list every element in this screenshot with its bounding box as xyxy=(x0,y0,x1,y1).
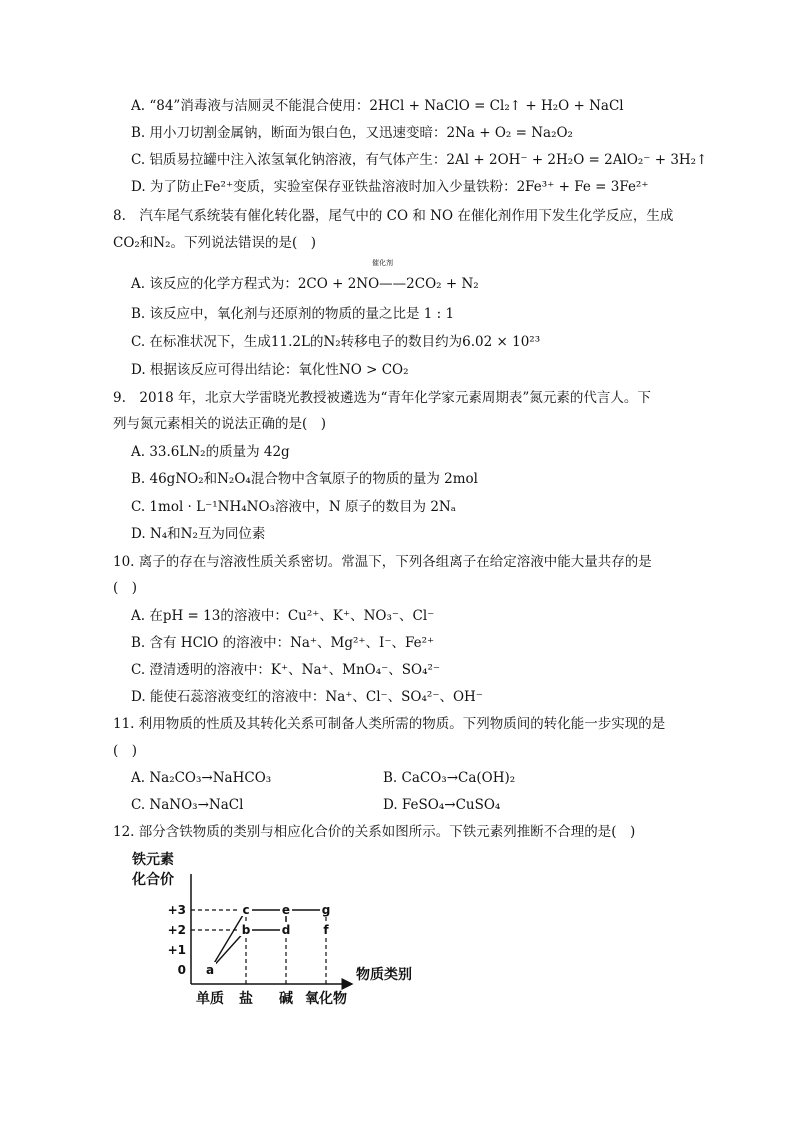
point-f: f xyxy=(323,923,329,937)
y-tick-label: 0 xyxy=(177,963,186,977)
y-tick-label: +3 xyxy=(167,903,186,917)
q11-option-c: C. NaNO₃→NaCl xyxy=(131,797,244,813)
q7-option-a: A. “84”消毒液与洁厕灵不能混合使用：2HCl + NaClO = Cl₂↑ + H₂O + NaCl xyxy=(131,98,624,114)
iron-valence-chart xyxy=(128,848,428,1008)
point-d: d xyxy=(281,923,291,937)
q8-option-a: A. 该反应的化学方程式为：2CO + 2NO——2CO₂ + N₂ xyxy=(131,276,479,292)
q8-stem-line1: 8. 汽车尾气系统装有催化转化器，尾气中的 CO 和 NO 在催化剂作用下发生化学反应，生成 xyxy=(113,208,674,224)
q10-stem-line2: ( ) xyxy=(113,580,138,596)
point-b: b xyxy=(241,923,251,937)
q7-option-b: B. 用小刀切割金属钠，断面为银白色，又迅速变暗：2Na + O₂ = Na₂O₂ xyxy=(131,125,573,141)
q8-option-d: D. 根据该反应可得出结论：氧化性NO > CO₂ xyxy=(131,362,409,378)
x-category-label: 氧化物 xyxy=(305,991,347,1007)
x-axis-label: 物质类别 xyxy=(356,967,412,983)
y-tick-label: +1 xyxy=(167,943,186,957)
y-axis-label-line1: 铁元素 xyxy=(132,852,174,868)
y-tick-label: +2 xyxy=(167,923,186,937)
q8-option-b: B. 该反应中，氧化剂与还原剂的物质的量之比是 1 : 1 xyxy=(131,306,455,322)
q8-option-c: C. 在标准状况下，生成11.2L的N₂转移电子的数目约为6.02 × 10²³ xyxy=(131,334,541,350)
q9-option-d: D. N₄和N₂互为同位素 xyxy=(131,526,266,542)
x-category-label: 碱 xyxy=(279,991,293,1007)
catalyst-condition: 催化剂 xyxy=(372,259,393,267)
q10-option-d: D. 能使石蕊溶液变红的溶液中：Na⁺、Cl⁻、SO₄²⁻、OH⁻ xyxy=(131,689,483,705)
q8-stem-line2: CO₂和N₂。下列说法错误的是( ) xyxy=(113,235,317,251)
q11-option-d: D. FeSO₄→CuSO₄ xyxy=(383,797,501,813)
y-axis-label-line2: 化合价 xyxy=(132,872,174,888)
relation-line xyxy=(210,910,246,970)
q10-option-a: A. 在pH = 13的溶液中：Cu²⁺、K⁺、NO₃⁻、Cl⁻ xyxy=(131,608,435,624)
q9-option-a: A. 33.6LN₂的质量为 42g xyxy=(131,444,290,460)
q9-option-c: C. 1mol · L⁻¹NH₄NO₃溶液中，N 原子的数目为 2Nₐ xyxy=(131,499,456,515)
q11-option-b: B. CaCO₃→Ca(OH)₂ xyxy=(383,770,516,786)
q11-option-a: A. Na₂CO₃→NaHCO₃ xyxy=(131,770,272,786)
point-a: a xyxy=(205,963,215,977)
x-category-label: 单质 xyxy=(196,991,224,1007)
point-e: e xyxy=(281,903,291,917)
point-c: c xyxy=(242,903,250,917)
q9-option-b: B. 46gNO₂和N₂O₄混合物中含氧原子的物质的量为 2mol xyxy=(131,471,478,487)
q7-option-c: C. 铝质易拉罐中注入浓氢氧化钠溶液，有气体产生：2Al + 2OH⁻ + 2H₂O = 2AlO₂⁻ + 3H₂↑ xyxy=(131,152,708,168)
q10-stem-line1: 10. 离子的存在与溶液性质关系密切。常温下，下列各组离子在给定溶液中能大量共存的是 xyxy=(113,554,652,570)
q10-option-b: B. 含有 HClO 的溶液中：Na⁺、Mg²⁺、I⁻、Fe²⁺ xyxy=(131,635,435,651)
q9-stem-line2: 列与氮元素相关的说法正确的是( ) xyxy=(113,416,327,432)
q11-stem-line2: ( ) xyxy=(113,743,138,759)
y-axis-label xyxy=(131,851,174,888)
point-g: g xyxy=(321,903,331,917)
q12-stem: 12. 部分含铁物质的类别与相应化合价的关系如图所示。下铁元素列推断不合理的是( ) xyxy=(113,824,636,840)
q7-option-d: D. 为了防止Fe²⁺变质，实验室保存亚铁盐溶液时加入少量铁粉：2Fe³⁺ + Fe = 3Fe²⁺ xyxy=(131,179,649,195)
q11-stem-line1: 11. 利用物质的性质及其转化关系可制备人类所需的物质。下列物质间的转化能一步实现的是 xyxy=(113,716,666,732)
q9-stem-line1: 9. 2018 年，北京大学雷晓光教授被遴选为“青年化学家元素周期表”氮元素的代言人。下 xyxy=(113,390,651,406)
x-category-label: 盐 xyxy=(239,991,253,1007)
q10-option-c: C. 澄清透明的溶液中：K⁺、Na⁺、MnO₄⁻、SO₄²⁻ xyxy=(131,662,441,678)
